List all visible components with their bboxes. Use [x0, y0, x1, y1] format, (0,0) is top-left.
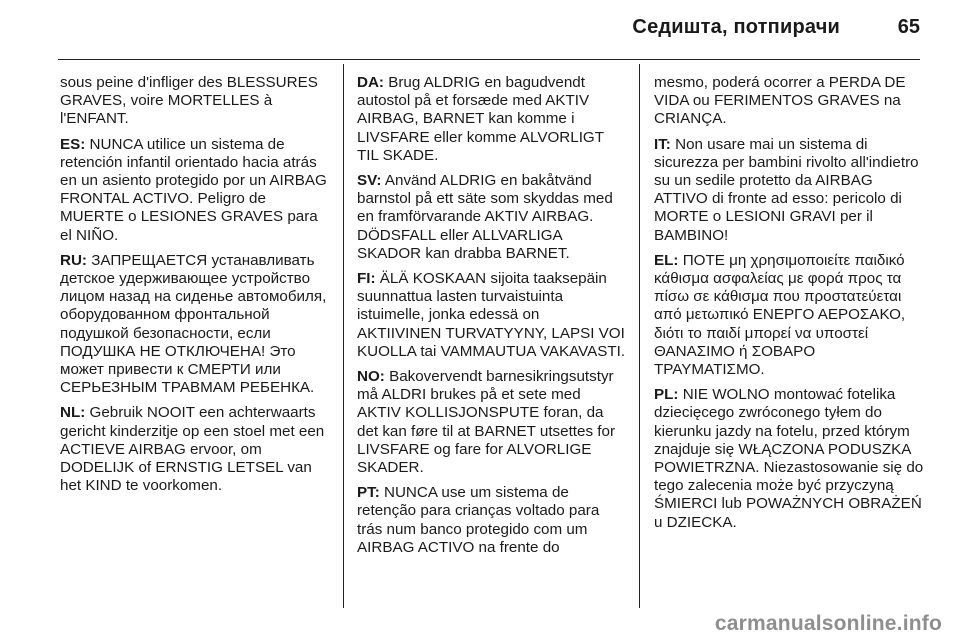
- text-column-1: [60, 74, 330, 502]
- warning-paragraph-fi: FI: ÄLÄ KOSKAAN sijoita taaksepäin suunnattua lasten turvaistuinta istuimelle, jonka edessä on AKTIIVINEN TURVATYYNY, LAPSI VOI KUOLLA tai VAMMAUTUA VAKAVASTI.: [357, 270, 626, 360]
- warning-paragraph-pl: PL: NIE WOLNO montować fotelika dziecięcego zwróconego tyłem do kierunku jazdy na fotelu, przed którym znajduje się WŁĄCZONA PODUSZKA POWIETRZNA. Niezastosowanie się do tego zalecenia może być przyczyną ŚMIERCI lub POWAŻNYCH OBRAŻEŃ u DZIECKA.: [654, 386, 924, 531]
- language-code: PL:: [654, 386, 679, 404]
- language-code: DA:: [357, 74, 384, 91]
- language-code: ES:: [60, 135, 86, 153]
- language-code: EL:: [654, 251, 679, 269]
- language-code: PT:: [357, 484, 380, 502]
- warning-paragraph-no: NO: Bakovervendt barnesikringsutstyr må ALDRI brukes på et sete med AKTIV KOLLISJONSPUTE foran, da det kan føre til at BARNET utsettes for LIVSFARE og fare for ALVORLIGE SKADER.: [357, 368, 616, 477]
- warning-paragraph-da: DA: Brug ALDRIG en bagudvendt autostol på et forsæde med AKTIV AIRBAG, BARNET kan komme i LIVSFARE eller komme ALVORLIGT TIL SKADE.: [357, 74, 604, 164]
- warning-paragraph: sous peine d'infliger des BLESSURES GRAVES, voire MORTELLES à l'ENFANT.: [60, 74, 318, 128]
- warning-paragraph-el: EL: ΠΟΤΕ μη χρησιμοποιείτε παιδικό κάθισμα ασφαλείας με φορά προς τα πίσω σε κάθισμα που προστατεύεται από μετωπικό ΕΝΕΡΓΟ ΑΕΡΟΣΑΚΟ, διότι το παιδί μπορεί να υποστεί ΘΑΝΑΣΙΜΟ ή ΣΟΒΑΡΟ ΤΡΑΥΜΑΤΙΣΜΟ.: [654, 251, 906, 379]
- warning-paragraph-it: IT: Non usare mai un sistema di sicurezza per bambini rivolto all'indietro su un sedile protetto da AIRBAG ATTIVO di fronte ad esso: pericolo di MORTE o LESIONI GRAVI per il BAMBINO!: [654, 135, 919, 244]
- language-code: SV:: [357, 172, 382, 190]
- warning-paragraph: mesmo, poderá ocorrer a PERDA DE VIDA ou FERIMENTOS GRAVES na CRIANÇA.: [654, 74, 906, 128]
- column-divider: [343, 64, 344, 608]
- language-code: NO:: [357, 368, 385, 386]
- text-column-2: [357, 74, 627, 564]
- watermark: carmanualsonline.info: [714, 612, 942, 635]
- language-code: NL:: [60, 404, 86, 422]
- page-number: 65: [897, 16, 920, 38]
- text-column-3: [654, 74, 928, 539]
- warning-paragraph-ru: RU: ЗАПРЕЩАЕТСЯ устанавливать детское удерживающее устройство лицом назад на сиденье автомобиля, оборудованном фронтальной подушкой безопасности, если ПОДУШКА НЕ ОТКЛЮЧЕНА! Это может привести к СМЕРТИ или СЕРЬЕЗНЫМ ТРАВМАМ РЕБЕНКА.: [60, 251, 327, 397]
- language-code: RU:: [60, 251, 87, 269]
- language-code: FI:: [357, 270, 376, 288]
- warning-paragraph-nl: NL: Gebruik NOOIT een achterwaarts gericht kinderzitje op een stoel met een ACTIEVE AIRBAG ervoor, om DODELIJK of ERNSTIG LETSEL van het KIND te voorkomen.: [60, 404, 325, 495]
- column-divider: [639, 64, 640, 608]
- language-code: IT:: [654, 135, 671, 153]
- warning-paragraph-sv: SV: Använd ALDRIG en bakåtvänd barnstol på ett säte som skyddas med en framförvarande AKTIV AIRBAG. DÖDSFALL eller ALLVARLIGA SKADOR kan drabba BARNET.: [357, 172, 613, 262]
- warning-paragraph-pt: PT: NUNCA use um sistema de retenção para crianças voltado para trás num banco protegido com um AIRBAG ACTIVO na frente do: [357, 484, 600, 556]
- page-header: [0, 0, 960, 60]
- warning-paragraph-es: ES: NUNCA utilice un sistema de retención infantil orientado hacia atrás en un asiento protegido por un AIRBAG FRONTAL ACTIVO. Peligro de MUERTE o LESIONES GRAVES para el NIÑO.: [60, 135, 327, 244]
- page-title: Седишта, потпирачи: [632, 16, 840, 38]
- header-divider: [58, 59, 920, 60]
